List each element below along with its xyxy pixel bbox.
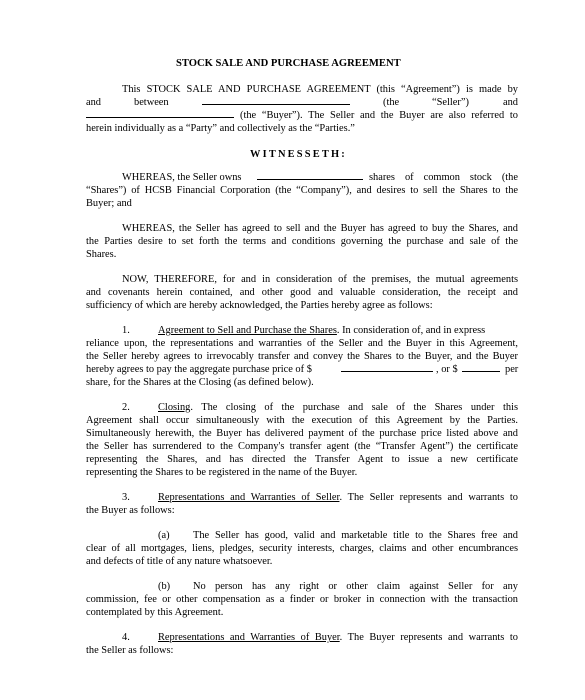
section-3a-line-3: and defects of title of any nature whatsoever. [86,556,273,567]
section-3-line-1 [158,491,518,504]
section-1-line-1 [158,324,518,337]
intro-line-3: (the “Buyer”). The Seller and the Buyer are also referred to [240,110,518,121]
section-4-number: 4. [122,632,130,643]
section-2-line-3: Simultaneously herewith, the Buyer has delivered payment of the purchase price listed above and [86,428,518,439]
intro-between: between [134,97,169,108]
section-1-line-3: the Seller hereby agrees to irrevocably transfer and convey the Shares to the Buyer, and the Buyer [86,351,518,362]
intro-and: and [86,97,102,108]
section-4-heading: Representations and Warranties of Buyer [158,632,340,643]
section-1-line-1-rest: . In consideration of, and in express [336,325,486,336]
section-1-line-5: share, for the Shares at the Closing (as defined below). [86,377,314,388]
section-3a-line-1: The Seller has good, valid and marketable title to the Shares free and [193,530,518,541]
section-3b-line-2: commission, fee or other compensation as a finder or broker in connection with the transaction [86,594,518,605]
aggregate-price-blank[interactable] [341,361,433,376]
section-3b-line-3: contemplated by this Agreement. [86,607,224,618]
now-line-2: and covenants herein contained, and other good and valuable consideration, the receipt and [86,287,518,298]
party-blank-2[interactable] [86,107,234,122]
section-1-line-2: reliance upon, the representations and warranties of the Seller and the Buyer in this Agreement, [86,338,518,349]
intro-the: (the [383,97,400,108]
intro-seller: “Seller”) [432,97,469,108]
section-2-line-5: representing the Shares, and has directed the Transfer Agent to issue a new certificate [86,454,518,465]
section-3-heading: Representations and Warranties of Seller [158,492,340,503]
section-2-heading: Closing [158,402,191,413]
section-1-line-4c: per [505,364,519,375]
section-3b-line-1: No person has any right or other claim against Seller for any [193,581,518,592]
section-4-line-1-rest: . The Buyer represents and warrants to [339,632,518,643]
whereas1-line-2: “Shares”) of HCSB Financial Corporation (the “Company”), and desires to sell the Shares to the [86,185,518,196]
whereas2-line-1: WHEREAS, the Seller has agreed to sell and the Buyer has agreed to buy the Shares, and [122,223,518,234]
section-1-number: 1. [122,325,130,336]
section-2-line-2: Agreement shall occur simultaneously with the execution of this Agreement by the Parties. [86,415,518,426]
section-3a-line-2: clear of all mortgages, liens, pledges, security interests, charges, claims and other encumbrances [86,543,518,554]
whereas2-line-3: Shares. [86,249,117,260]
whereas1-line-1b: shares of common stock (the [369,172,518,183]
document-title: STOCK SALE AND PURCHASE AGREEMENT [176,58,401,69]
witnesseth-heading: WITNESSETH: [250,149,347,160]
section-2-number: 2. [122,402,130,413]
intro-and-2: and [503,97,519,108]
whereas2-line-2: the Parties desire to set forth the terms and conditions governing the purchase and sale of the [86,236,518,247]
intro-line-4: herein individually as a “Party” and collectively as the “Parties.” [86,123,355,134]
section-1-line-4b: , or $ [436,364,458,375]
section-1-heading: Agreement to Sell and Purchase the Shares [158,325,337,336]
now-line-1: NOW, THEREFORE, for and in consideration of the premises, the mutual agreements [122,274,518,285]
section-2-line-4: the Seller has surrendered to the Company's transfer agent (the “Transfer Agent”) the certificate [86,441,518,452]
section-2-line-1 [158,401,518,414]
whereas1-line-1a: WHEREAS, the Seller owns [122,172,242,183]
section-2-line-6: representing the Shares to be registered in the name of the Buyer. [86,467,358,478]
section-4-line-1 [158,631,518,644]
now-line-3: sufficiency of which are hereby acknowledged, the Parties hereby agree as follows: [86,300,433,311]
section-4-line-2: the Seller as follows: [86,645,174,656]
section-2-line-1-rest: . The closing of the purchase and sale of the Shares under this [190,402,518,413]
section-3-line-2: the Buyer as follows: [86,505,175,516]
shares-owned-blank[interactable] [257,169,363,184]
section-1-line-4a: hereby agrees to pay the aggregate purchase price of $ [86,364,312,375]
per-share-price-blank[interactable] [462,361,500,376]
section-3-number: 3. [122,492,130,503]
whereas1-line-3: Buyer; and [86,198,132,209]
section-3a-label: (a) [158,530,170,541]
section-3-line-1-rest: . The Seller represents and warrants to [339,492,518,503]
section-3b-label: (b) [158,581,171,592]
intro-line-1: This STOCK SALE AND PURCHASE AGREEMENT (this “Agreement”) is made by [122,84,518,95]
